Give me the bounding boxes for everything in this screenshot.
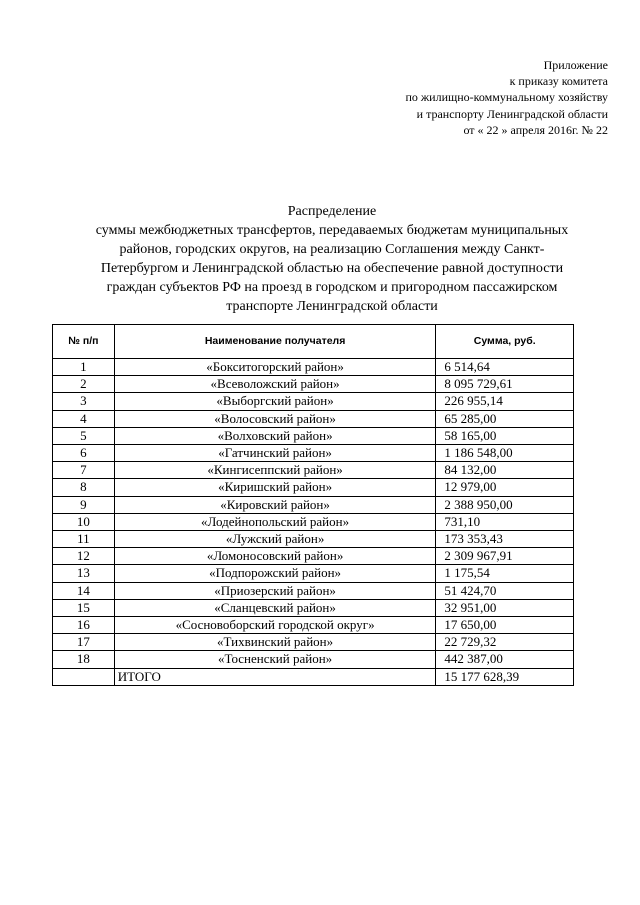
row-sum: 12 979,00 — [436, 479, 574, 496]
row-number: 5 — [53, 427, 115, 444]
row-sum: 32 951,00 — [436, 599, 574, 616]
row-recipient: «Кингисеппский район» — [114, 462, 436, 479]
row-sum: 2 388 950,00 — [436, 496, 574, 513]
table-row — [53, 565, 574, 582]
title-line: граждан субъектов РФ на проезд в городском и пригородном пассажирском — [106, 280, 558, 295]
row-number: 10 — [53, 513, 115, 530]
row-sum: 84 132,00 — [436, 462, 574, 479]
total-sum: 15 177 628,39 — [436, 668, 574, 685]
table-row — [53, 410, 574, 427]
row-number: 6 — [53, 445, 115, 462]
title-line: Петербургом и Ленинградской областью на обеспечение равной доступности — [100, 261, 564, 276]
row-recipient: «Ломоносовский район» — [114, 548, 436, 565]
table-row — [53, 376, 574, 393]
table-row — [53, 548, 574, 565]
appendix-line: от « 22 » апреля 2016г. № 22 — [463, 122, 608, 137]
row-number: 15 — [53, 599, 115, 616]
table-row — [53, 359, 574, 376]
row-recipient: «Волховский район» — [114, 427, 436, 444]
row-number: 11 — [53, 531, 115, 548]
appendix-header — [405, 57, 608, 138]
table-row — [53, 599, 574, 616]
table-row — [53, 617, 574, 634]
distribution-table — [52, 324, 574, 686]
row-number: 13 — [53, 565, 115, 582]
row-sum: 731,10 — [436, 513, 574, 530]
total-row — [53, 668, 574, 685]
row-number: 17 — [53, 634, 115, 651]
total-number — [53, 668, 115, 685]
title-line: транспорте Ленинградской области — [226, 299, 438, 314]
row-number: 14 — [53, 582, 115, 599]
row-recipient: «Лужский район» — [114, 531, 436, 548]
row-number: 9 — [53, 496, 115, 513]
row-recipient: «Киришский район» — [114, 479, 436, 496]
header-recipient: Наименование получателя — [114, 325, 436, 359]
row-number: 3 — [53, 393, 115, 410]
row-recipient: «Всеволожский район» — [114, 376, 436, 393]
row-number: 7 — [53, 462, 115, 479]
row-sum: 442 387,00 — [436, 651, 574, 668]
row-sum: 65 285,00 — [436, 410, 574, 427]
title-line: суммы межбюджетных трансфертов, передаваемых бюджетам муниципальных — [95, 223, 569, 238]
table-row — [53, 393, 574, 410]
row-recipient: «Гатчинский район» — [114, 445, 436, 462]
appendix-line: к приказу комитета — [509, 74, 608, 89]
row-recipient: «Выборгский район» — [114, 393, 436, 410]
row-recipient: «Тосненский район» — [114, 651, 436, 668]
row-number: 1 — [53, 359, 115, 376]
row-sum: 2 309 967,91 — [436, 548, 574, 565]
table-row — [53, 513, 574, 530]
table-row — [53, 634, 574, 651]
row-number: 4 — [53, 410, 115, 427]
appendix-line: по жилищно-коммунальному хозяйству — [405, 90, 608, 105]
table-row — [53, 462, 574, 479]
row-recipient: «Кировский район» — [114, 496, 436, 513]
row-sum: 8 095 729,61 — [436, 376, 574, 393]
table-row — [53, 445, 574, 462]
document-title — [52, 202, 612, 316]
row-recipient: «Волосовский район» — [114, 410, 436, 427]
row-number: 16 — [53, 617, 115, 634]
row-sum: 1 175,54 — [436, 565, 574, 582]
table-header-row — [53, 325, 574, 359]
title-line: Распределение — [287, 204, 377, 219]
header-number: № п/п — [53, 325, 115, 359]
table-row — [53, 582, 574, 599]
row-number: 18 — [53, 651, 115, 668]
row-sum: 22 729,32 — [436, 634, 574, 651]
row-number: 12 — [53, 548, 115, 565]
table-row — [53, 496, 574, 513]
row-recipient: «Бокситогорский район» — [114, 359, 436, 376]
appendix-line: и транспорту Ленинградской области — [416, 106, 608, 121]
row-sum: 226 955,14 — [436, 393, 574, 410]
row-sum: 51 424,70 — [436, 582, 574, 599]
header-sum: Сумма, руб. — [436, 325, 574, 359]
row-number: 8 — [53, 479, 115, 496]
table-row — [53, 479, 574, 496]
table-body — [53, 359, 574, 669]
row-number: 2 — [53, 376, 115, 393]
table-row — [53, 531, 574, 548]
row-sum: 17 650,00 — [436, 617, 574, 634]
table-row — [53, 427, 574, 444]
row-sum: 6 514,64 — [436, 359, 574, 376]
row-recipient: «Лодейнопольский район» — [114, 513, 436, 530]
row-sum: 58 165,00 — [436, 427, 574, 444]
row-recipient: «Сосновоборский городской округ» — [114, 617, 436, 634]
total-label: ИТОГО — [114, 668, 436, 685]
row-recipient: «Подпорожский район» — [114, 565, 436, 582]
row-sum: 173 353,43 — [436, 531, 574, 548]
appendix-line: Приложение — [543, 58, 608, 72]
table-row — [53, 651, 574, 668]
row-recipient: «Приозерский район» — [114, 582, 436, 599]
row-recipient: «Тихвинский район» — [114, 634, 436, 651]
title-line: районов, городских округов, на реализацию Соглашения между Санкт- — [119, 242, 545, 257]
row-recipient: «Сланцевский район» — [114, 599, 436, 616]
row-sum: 1 186 548,00 — [436, 445, 574, 462]
